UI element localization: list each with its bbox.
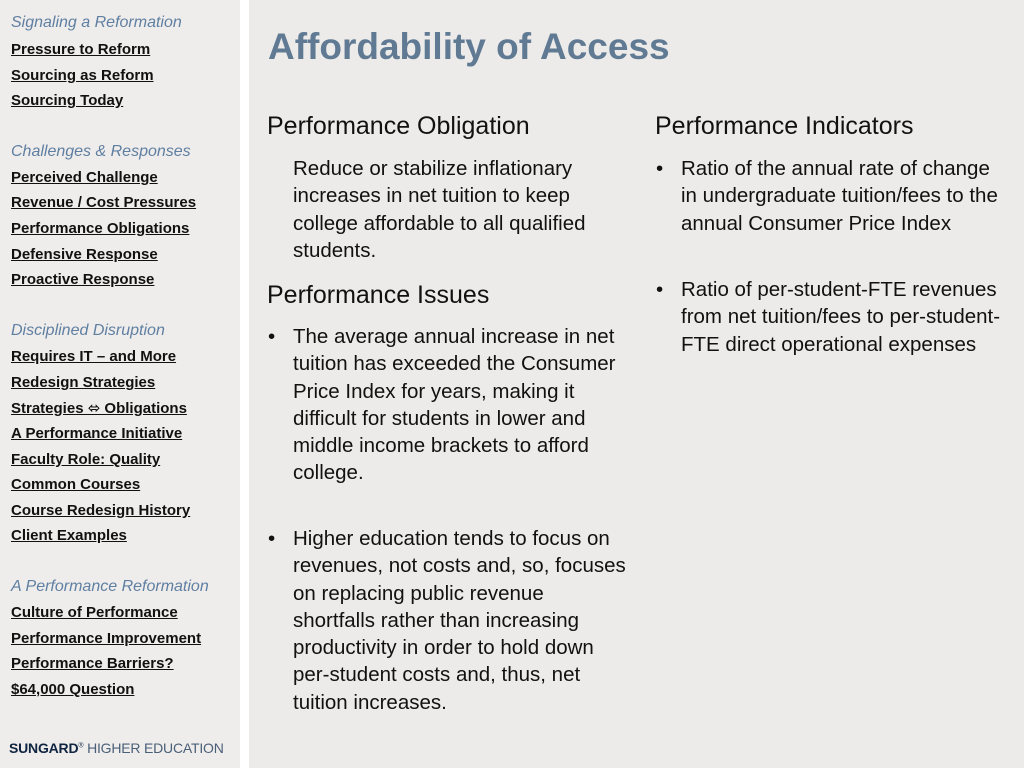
- nav-link-defensive-response[interactable]: Defensive Response: [11, 246, 158, 263]
- logo-tagline: HIGHER EDUCATION: [87, 740, 224, 756]
- nav-link-common-courses[interactable]: Common Courses: [11, 476, 141, 493]
- issue-text: The average annual increase in net tuition has exceeded the Consumer Price Index for years, making it difficult for students in lower and middle income brackets to afford college.: [293, 325, 616, 485]
- nav-link-pressure-to-reform[interactable]: Pressure to Reform: [11, 41, 151, 58]
- nav-link-culture-of-performance[interactable]: Culture of Performance: [11, 604, 178, 621]
- nav-link-sourcing-as-reform[interactable]: Sourcing as Reform: [11, 67, 154, 84]
- issue-bullet: [268, 525, 628, 716]
- indicator-bullet: [656, 276, 1001, 358]
- bullet-dot-icon: •: [656, 157, 664, 180]
- nav-link-course-redesign-history[interactable]: Course Redesign History: [11, 502, 191, 519]
- bullet-dot-icon: •: [268, 325, 276, 348]
- obligation-text: Reduce or stabilize inflationary increases in net tuition to keep college affordable to all qualified students.: [293, 157, 586, 262]
- nav-link-64000-question[interactable]: $64,000 Question: [11, 681, 135, 698]
- issue-bullet: [268, 323, 628, 487]
- bullet-dot-icon: •: [656, 278, 664, 301]
- section-title: Signaling a Reformation: [11, 14, 182, 31]
- nav-link-redesign-strategies[interactable]: Redesign Strategies: [11, 374, 156, 391]
- logo-brand: SUNGARD: [9, 740, 79, 756]
- sungard-logo: [9, 740, 224, 756]
- issues-heading: Performance Issues: [267, 281, 490, 309]
- nav-link-strategies-obligations[interactable]: Strategies ⬄ Obligations: [11, 400, 187, 417]
- nav-link-performance-initiative[interactable]: A Performance Initiative: [11, 425, 183, 442]
- section-title: A Performance Reformation: [11, 578, 209, 595]
- page-title: Affordability of Access: [268, 26, 670, 67]
- sidebar-nav: [0, 0, 240, 768]
- bullet-dot-icon: •: [268, 527, 276, 550]
- indicators-heading: Performance Indicators: [655, 112, 914, 140]
- nav-link-client-examples[interactable]: Client Examples: [11, 527, 127, 544]
- indicator-text: Ratio of per-student-FTE revenues from net tuition/fees to per-student-FTE direct operational expenses: [681, 278, 1001, 356]
- obligation-heading: Performance Obligation: [267, 112, 530, 140]
- indicator-bullet: [656, 155, 1001, 237]
- nav-link-performance-improvement[interactable]: Performance Improvement: [11, 630, 202, 647]
- logo-registered-mark: ®: [78, 742, 84, 750]
- indicator-text: Ratio of the annual rate of change in undergraduate tuition/fees to the annual Consumer Price Index: [681, 157, 998, 235]
- section-title: Disciplined Disruption: [11, 322, 165, 339]
- nav-link-faculty-role[interactable]: Faculty Role: Quality: [11, 451, 161, 468]
- nav-link-performance-barriers[interactable]: Performance Barriers?: [11, 655, 174, 672]
- sidebar-divider: [240, 0, 249, 768]
- nav-link-perceived-challenge[interactable]: Perceived Challenge: [11, 169, 158, 186]
- nav-link-sourcing-today[interactable]: Sourcing Today: [11, 92, 124, 109]
- issue-text: Higher education tends to focus on revenues, not costs and, so, focuses on replacing public revenue shortfalls rather than increasing productivity in order to hold down per-student costs and, thus, net tuition increases.: [293, 527, 626, 714]
- nav-link-proactive-response[interactable]: Proactive Response: [11, 271, 155, 288]
- section-title: Challenges & Responses: [11, 143, 191, 160]
- nav-link-performance-obligations[interactable]: Performance Obligations: [11, 220, 190, 237]
- nav-link-revenue-cost-pressures[interactable]: Revenue / Cost Pressures: [11, 194, 197, 211]
- nav-link-requires-it[interactable]: Requires IT – and More: [11, 348, 177, 365]
